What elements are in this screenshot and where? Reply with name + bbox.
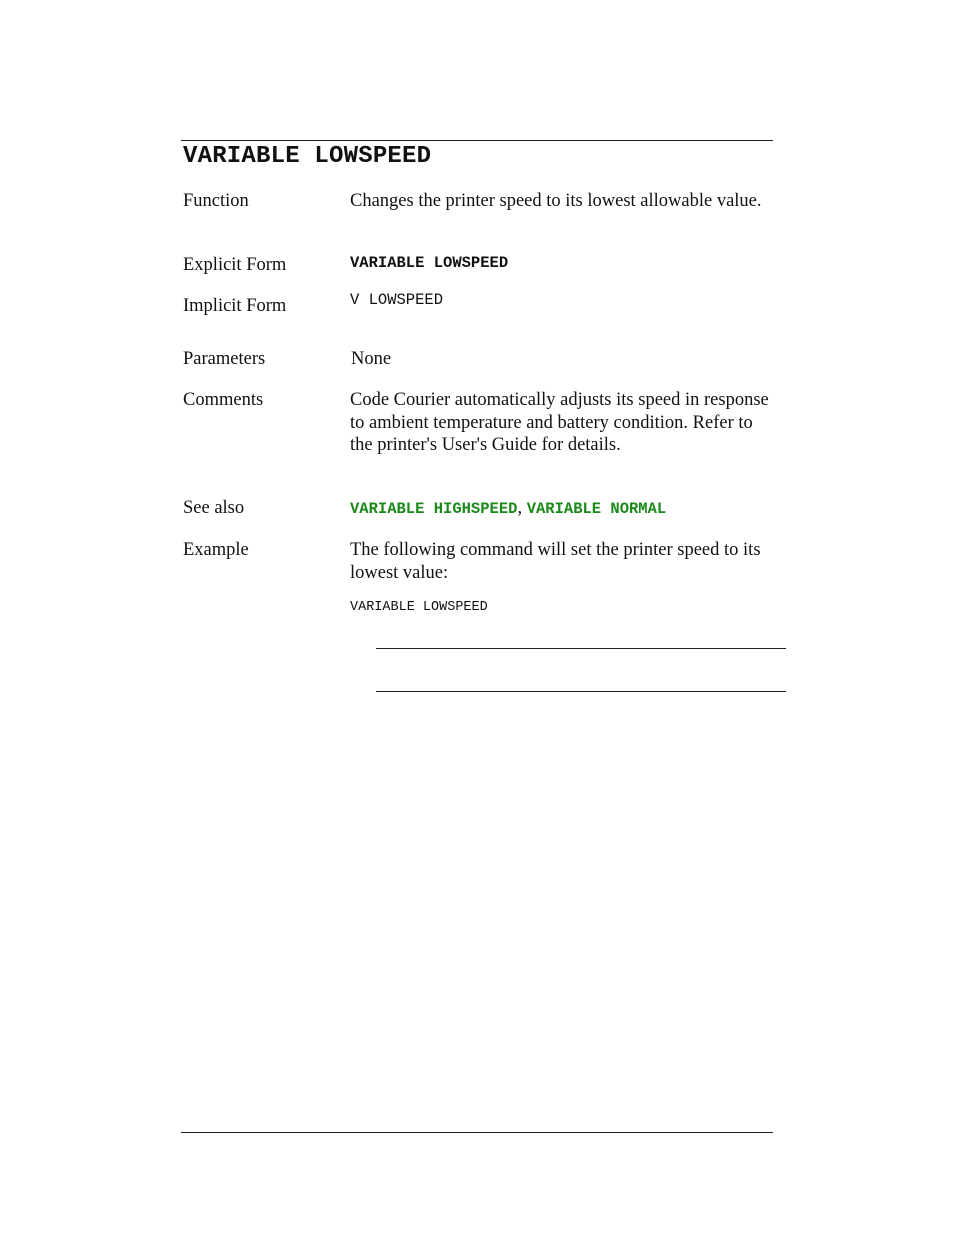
example-code: VARIABLE LOWSPEED bbox=[350, 600, 488, 615]
page-title: VARIABLE LOWSPEED bbox=[183, 143, 432, 170]
see-also-link-variable-highspeed[interactable]: VARIABLE HIGHSPEED bbox=[350, 500, 518, 518]
implicit-form-value: V LOWSPEED bbox=[350, 291, 444, 309]
note-divider-top bbox=[376, 648, 786, 649]
function-label: Function bbox=[183, 191, 249, 211]
footer-rule bbox=[181, 1132, 773, 1133]
see-also-separator: , bbox=[517, 498, 523, 518]
comments-label: Comments bbox=[183, 390, 264, 410]
note-divider-bottom bbox=[376, 691, 786, 692]
see-also-link-variable-normal[interactable]: VARIABLE NORMAL bbox=[526, 500, 667, 518]
example-value: The following command will set the printer speed to its lowest value: bbox=[350, 540, 761, 583]
see-also-links bbox=[350, 497, 790, 521]
header-rule bbox=[181, 140, 773, 141]
explicit-form-value: VARIABLE LOWSPEED bbox=[350, 254, 509, 272]
parameters-value: None bbox=[351, 349, 392, 369]
implicit-form-label: Implicit Form bbox=[183, 296, 287, 316]
function-value: Changes the printer speed to its lowest allowable value. bbox=[350, 191, 762, 211]
comments-value: Code Courier automatically adjusts its speed in response to ambient temperature and battery condition. Refer to the printer's User's Guide for details. bbox=[350, 390, 769, 455]
example-label: Example bbox=[183, 540, 249, 560]
see-also-label: See also bbox=[183, 498, 245, 518]
parameters-label: Parameters bbox=[183, 349, 266, 369]
explicit-form-label: Explicit Form bbox=[183, 255, 287, 275]
